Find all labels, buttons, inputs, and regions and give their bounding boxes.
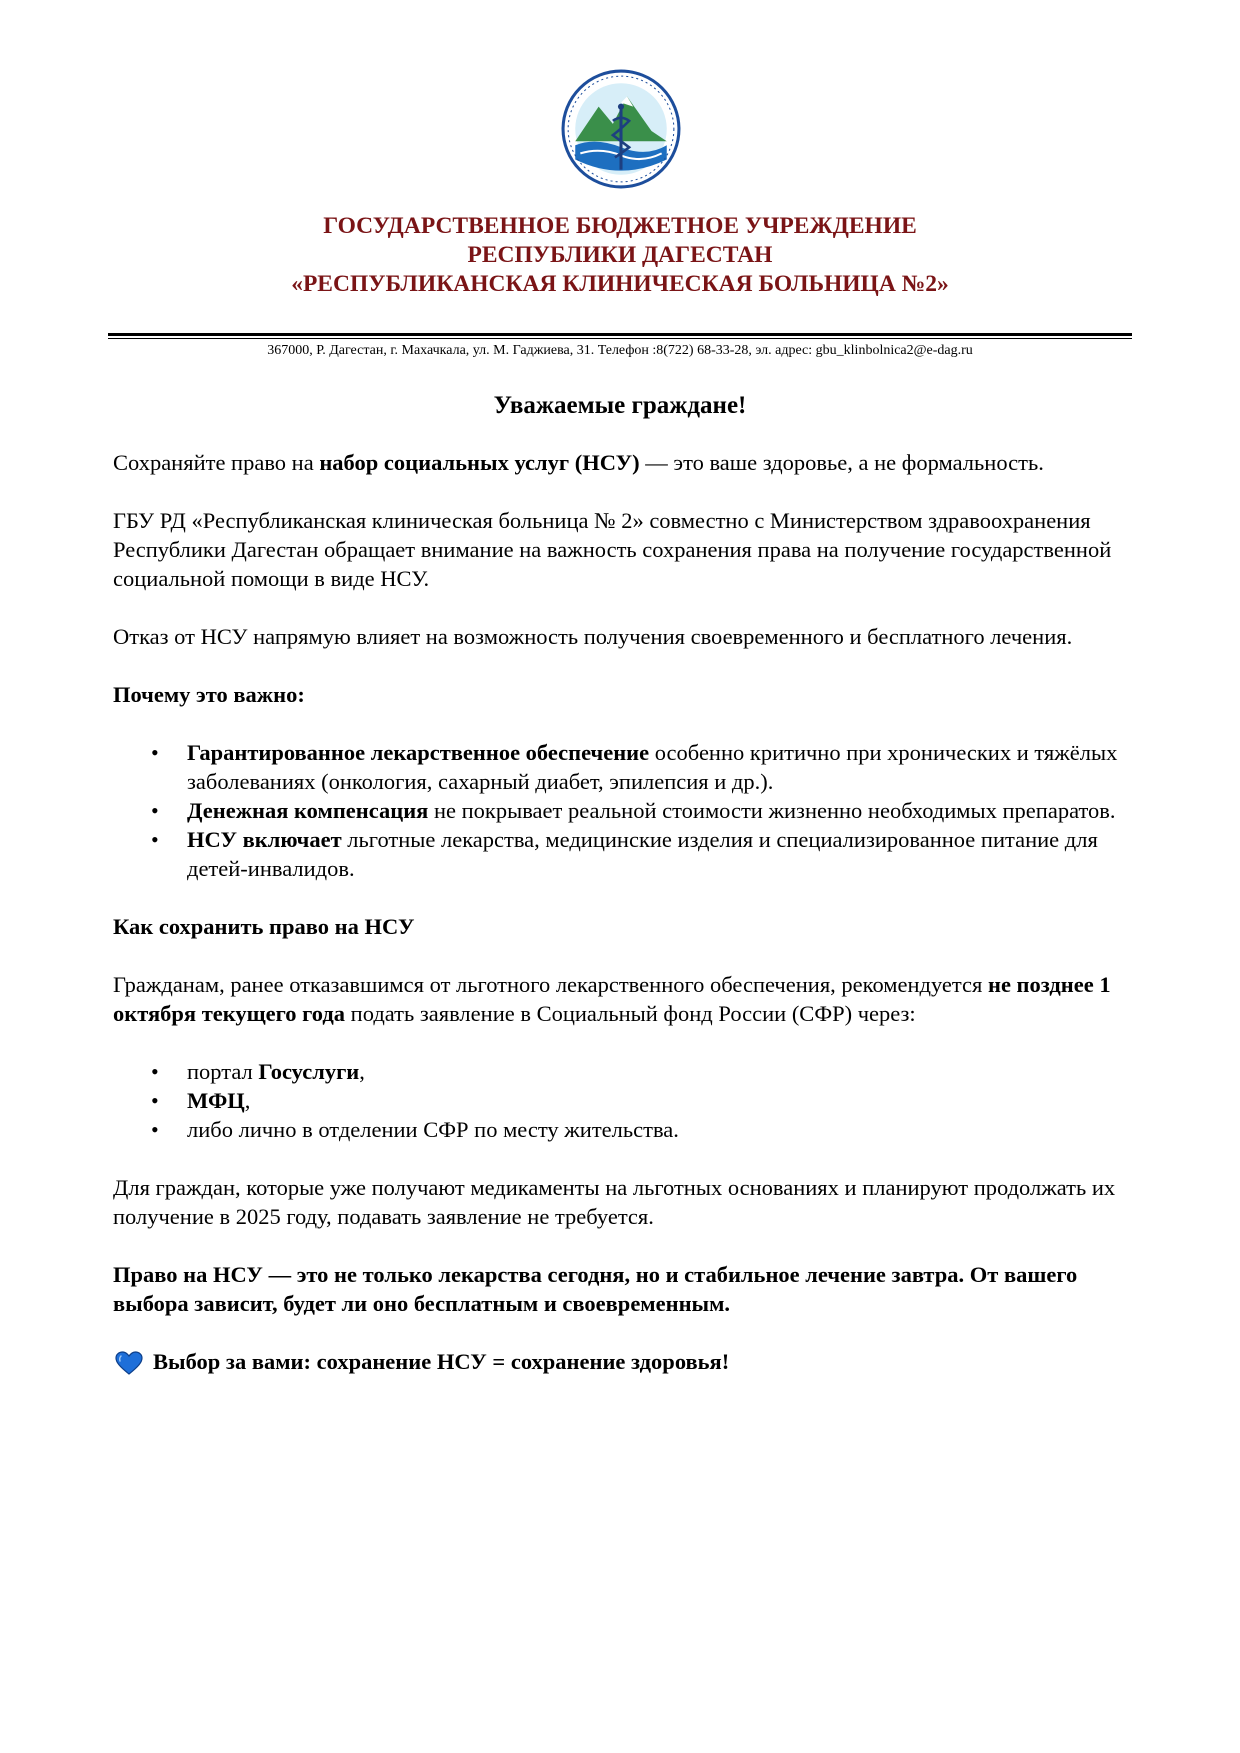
emphasis-paragraph: Право на НСУ — это не только лекарства сегодня, но и стабильное лечение завтра. От вашего выбора зависит, будет ли оно бесплатным и своевременным. [113,1262,1078,1316]
closing-text: Выбор за вами: сохранение НСУ = сохранение здоровья! [153,1349,730,1374]
list-item-bold: НСУ включает [187,827,342,852]
how-list [113,1057,1133,1144]
list-item-punct: , [359,1059,365,1084]
hospital-logo-emblem [560,68,682,190]
list-item-text: особенно критично при хронических и тяжёлых заболеваниях (онкология, сахарный диабет, эпилепсия и др.). [187,740,1118,794]
list-item-punct: , [244,1088,251,1113]
how-deadline: не позднее 1 октября текущего года [113,972,1111,1026]
intro-text: Сохраняйте право на [113,450,320,475]
closing-line [113,1347,1133,1376]
greeting-heading: Уважаемые граждане! [493,392,747,419]
header-divider-thick [108,333,1132,336]
address-line: 367000, Р. Дагестан, г. Махачкала, ул. М. Гаджиева, 31. Телефон :8(722) 68-33-28, эл. адрес: gbu_klinbolnica2@e-dag.ru [267,343,973,358]
list-item [113,825,1133,883]
org-line-1: ГОСУДАРСТВЕННОЕ БЮДЖЕТНОЕ УЧРЕЖДЕНИЕ [323,213,917,239]
refusal-paragraph: Отказ от НСУ напрямую влияет на возможность получения своевременного и бесплатного лечения. [113,624,1073,649]
how-text-end: подать заявление в Социальный фонд России (СФР) через: [345,1001,916,1026]
org-line-2: РЕСПУБЛИКИ ДАГЕСТАН [467,242,773,268]
list-item [113,1086,1133,1115]
list-item-text: портал [187,1059,259,1084]
document-body [113,448,1133,1376]
how-text: Гражданам, ранее отказавшимся от льготного лекарственного обеспечения, рекомендуется [113,972,988,997]
list-item-text: не покрывает реальной стоимости жизненно необходимых препаратов. [428,798,1116,823]
blue-heart-icon [115,1351,143,1375]
header-divider-thin [108,338,1132,339]
list-item [113,796,1133,825]
list-item-bold: Госуслуги [258,1059,360,1084]
list-item [113,1115,1133,1144]
partnership-paragraph: ГБУ РД «Республиканская клиническая больница № 2» совместно с Министерством здравоохранения Республики Дагестан обращает внимание на важность сохранения права на получение государственной социальной помощи в виде НСУ. [113,508,1112,591]
list-item-bold: Гарантированное лекарственное обеспечение [187,740,650,765]
how-heading: Как сохранить право на НСУ [113,914,415,939]
how-paragraph [113,970,1133,1028]
list-item-bold: МФЦ [187,1088,245,1113]
existing-recipients-paragraph: Для граждан, которые уже получают медикаменты на льготных основаниях и планируют продолжать их получение в 2025 году, подавать заявление не требуется. [113,1175,1116,1229]
intro-bold: набор социальных услуг (НСУ) [319,450,640,475]
why-list [113,738,1133,883]
org-line-3: «РЕСПУБЛИКАНСКАЯ КЛИНИЧЕСКАЯ БОЛЬНИЦА №2» [291,271,949,297]
list-item-text: либо лично в отделении СФР по месту жительства. [187,1117,679,1142]
intro-paragraph [113,448,1133,477]
list-item-bold: Денежная компенсация [187,798,429,823]
list-item [113,738,1133,796]
list-item-text: льготные лекарства, медицинские изделия и специализированное питание для детей-инвалидов. [187,827,1098,881]
why-heading: Почему это важно: [113,682,305,707]
intro-text-end: — это ваше здоровье, а не формальность. [639,450,1044,475]
list-item [113,1057,1133,1086]
organization-name [0,212,1240,299]
